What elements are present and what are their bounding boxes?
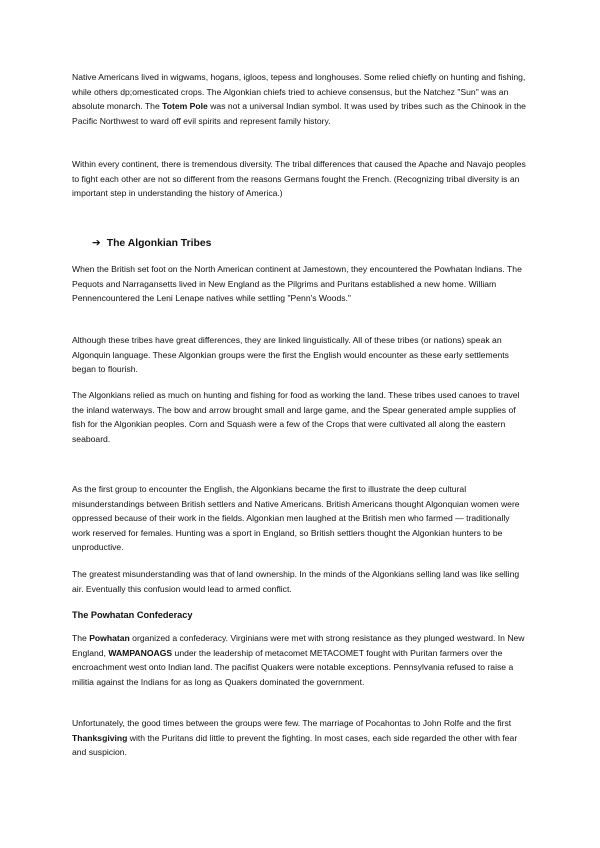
section-title: The Algonkian Tribes: [106, 238, 212, 249]
paragraph-text: The: [72, 633, 90, 643]
paragraph-text: with the Puritans did little to prevent the fighting. In most cases, each side regarded the other with fear and suspicion.: [72, 732, 518, 758]
paragraph-text: was not a universal Indian symbol. It was used by tribes such as the Chinook in the Pacific Northwest to ward off evil spirits and represent family history.: [72, 101, 526, 126]
wampanoags-bold-term: WAMPANOAGS: [108, 647, 173, 658]
paragraph-hunting-fishing: The Algonkians relied as much on hunting and fishing for food as working the land. These tribes used canoes to travel the inland waterways. The bow and arrow brought small and large game, and the Spear generated ample supplies of fish for the Algonkian peoples. Corn and Squash were a few of the Crops that were cultivated all along the eastern seaboard.: [72, 390, 520, 444]
subheading-powhatan-confederacy: The Powhatan Confederacy: [72, 610, 193, 620]
paragraph-good-times: [72, 716, 527, 760]
totem-pole-bold-term: Totem Pole: [162, 101, 208, 112]
paragraph-british-encounter: When the British set foot on the North American continent at Jamestown, they encountered the Powhatan Indians. The Pequots and Narragansetts lived in New England as the Pilgrims and Puritans established a new home. William Pennencountered the Leni Lenape natives while settling "Penn's Woods.": [72, 264, 522, 304]
paragraph-native-dwellings: [72, 70, 527, 128]
paragraph-text: organized a confederacy. Virginians were met with strong resistance as they plunged westward. In New England,: [72, 633, 525, 658]
powhatan-bold-term: Powhatan: [89, 633, 130, 643]
arrow-right-icon: ➔: [92, 238, 101, 249]
thanksgiving-bold-term: Thanksgiving: [72, 732, 128, 743]
section-heading: [92, 237, 211, 252]
paragraph-text: under the leadership of metacomet METACOMET fought with Puritan farmers over the encroachment west onto Indian land. The pacifist Quakers were notable exceptions. Pennsylvania refused to raise a militia against the Indians for as long as Quakers dominated the government.: [72, 647, 514, 687]
paragraph-linguistic-link: Although these tribes have great differences, they are linked linguistically. All of these tribes (or nations) speak an Algonquin language. These Algonkian groups were the first the English would encounter as these early settlements began to flourish.: [72, 335, 509, 375]
paragraph-text: Unfortunately, the good times between the groups were few. The marriage of Pocahontas to John Rolfe and the first: [72, 718, 512, 728]
paragraph-land-ownership: The greatest misunderstanding was that of land ownership. In the minds of the Algonkians selling land was like selling air. Eventually this confusion would lead to armed conflict.: [72, 569, 520, 594]
paragraph-misunderstandings: As the first group to encounter the English, the Algonkians became the first to illustrate the deep cultural misunderstandings between British settlers and Native Americans. British Americans thought Algonquian women were oppressed because of their work in the fields. Algonkian men laughed at the British men who farmed — traditionally work reserved for females. Hunting was a sport in England, so British settlers thought the Algonkian hunters to be unproductive.: [72, 484, 520, 553]
paragraph-powhatan: [72, 631, 527, 689]
paragraph-continent-diversity: Within every continent, there is tremendous diversity. The tribal differences that caused the Apache and Navajo peoples to fight each other are not so different from the reasons Germans fought the French. (Recognizing tribal diversity is an important step in understanding the history of America.): [72, 159, 526, 199]
paragraph-text: Native Americans lived in wigwams, hogans, igloos, tepess and longhouses. Some relied chiefly on hunting and fishing, while others dp;omesticated crops. The Algonkian chiefs tried to achieve consensus, but the Natchez "Sun" was an absolute monarch. The: [72, 72, 526, 112]
